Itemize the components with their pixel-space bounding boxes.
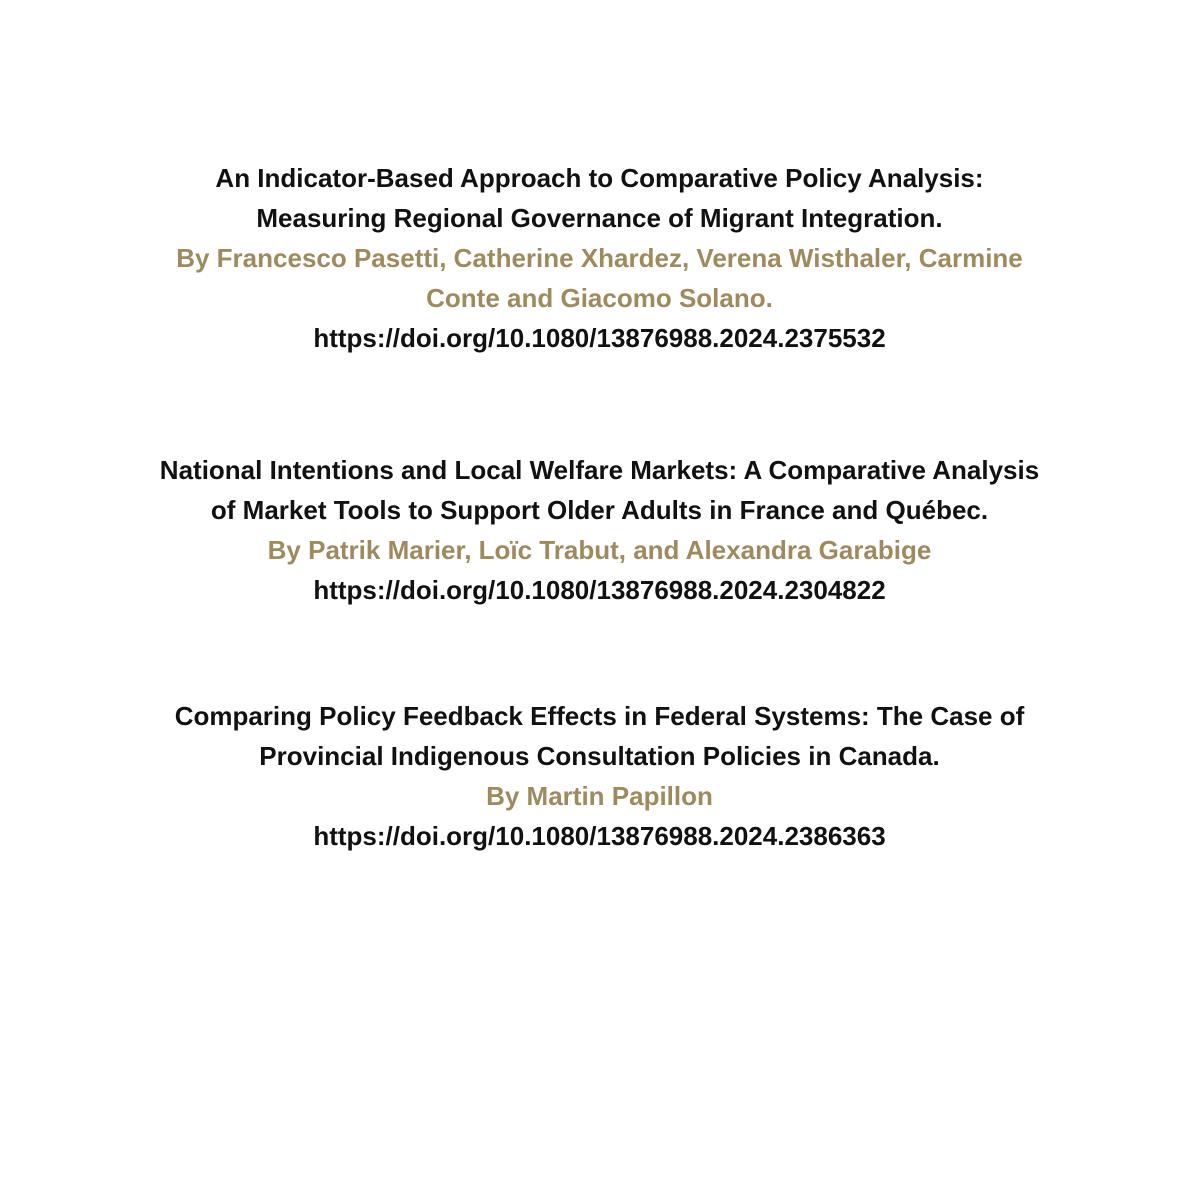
- title-line: National Intentions and Local Welfare Markets: A Comparative Analysis: [159, 455, 1040, 485]
- publication-entry: [40, 158, 1159, 358]
- authors-line: Conte and Giacomo Solano.: [426, 283, 773, 313]
- title-line: An Indicator-Based Approach to Comparative Policy Analysis:: [215, 163, 984, 193]
- publication-title: [40, 696, 1159, 776]
- publication-doi: https://doi.org/10.1080/13876988.2024.2375532: [313, 323, 886, 353]
- authors-line: By Patrik Marier, Loïc Trabut, and Alexandra Garabige: [267, 535, 932, 565]
- publication-entry: [40, 696, 1159, 856]
- title-line: Measuring Regional Governance of Migrant Integration.: [256, 203, 943, 233]
- title-line: of Market Tools to Support Older Adults in France and Québec.: [210, 495, 989, 525]
- publication-entry: [40, 450, 1159, 610]
- authors-line: By Francesco Pasetti, Catherine Xhardez, Verena Wisthaler, Carmine: [176, 243, 1023, 273]
- publication-doi: https://doi.org/10.1080/13876988.2024.2304822: [313, 575, 886, 605]
- publication-authors: [40, 776, 1159, 816]
- title-line: Provincial Indigenous Consultation Policies in Canada.: [259, 741, 940, 771]
- publication-title: [40, 158, 1159, 238]
- publication-authors: [40, 238, 1159, 318]
- publication-doi: https://doi.org/10.1080/13876988.2024.2386363: [313, 821, 886, 851]
- title-line: Comparing Policy Feedback Effects in Federal Systems: The Case of: [174, 701, 1025, 731]
- publication-authors: [40, 530, 1159, 570]
- publication-title: [40, 450, 1159, 530]
- authors-line: By Martin Papillon: [486, 781, 713, 811]
